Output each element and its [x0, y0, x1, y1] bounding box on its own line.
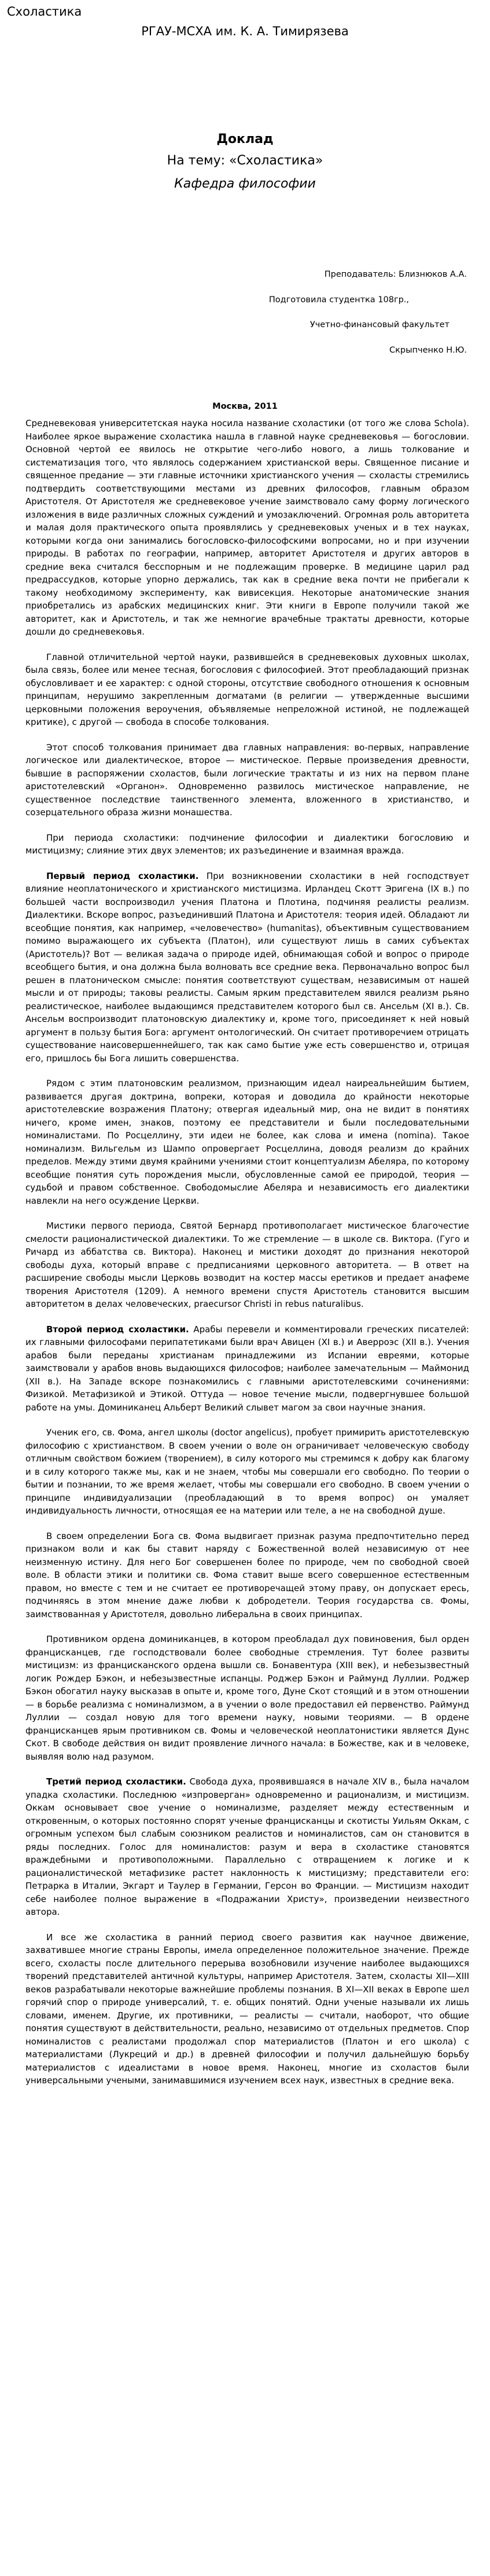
paragraph-5 — [25, 870, 469, 1065]
report-topic: На тему: «Схоластика» — [167, 153, 323, 168]
prepared-by-line: Подготовила студентка 108гр., — [268, 295, 409, 305]
paragraph-5-text: При возникновении схоластики в ней господствует влияние неоплатонического и христианского мистицизма. Ирландец Скотт Эригена (IX в.) по большей части воспроизводил учения Платона и Плотина, подчиняя реалисты реализм. Диалектики. Вскоре вопрос, разъединивший Платона и Аристотеля: теория идей. Обладают ли всеобщие понятия, как например, «человечество» (humanitas), объективным существованием помимо выражающего их субъекта (Платон), или существуют лишь в самих субъектах (Аристотель)? Вот — великая задача о природе идей, обнимающая собой и вопрос о природе всеобщего бытия, и она должна была волновать все средние века. Первоначально вопрос был решен в платоническом смысле: понятия соответствуют существам, независимым от нашей мысли и от природы; таковы реалисты. Самым ярким представителем явился реализм рьяно реалистическое, наиболее выдающимся представителем которого был св. Ансельм (XI в.). Св. Ансельм воспроизводит платоновскую диалектику и, кроме того, присоединяет к ней новый аргумент в пользу бытия Бога: аргумент онтологический. Он считает противоречием отрицать существование наисовершеннейшего, так как само бытие уже есть совершенство и, отрицая его, пришлось бы Бога лишить совершенства. — [25, 870, 469, 1064]
report-heading: Доклад — [216, 132, 274, 146]
paragraph-3: Этот способ толкования принимает два главных направления: во-первых, направление логическое или диалектическое, второе — мистическое. Первые произведения древности, бывшие в распоряжении схоластов, были логические трактаты и из них на первом плане аристотелевский «Органон». Одновременно развилось мистическое направление, не существенное последствие таинственного элемента, вложенного в христианство, и созерцательного образа жизни монашества. — [25, 742, 469, 818]
paragraph-8 — [25, 1323, 469, 1415]
paragraph-2: Главной отличительной чертой науки, развившейся в средневековых духовных школах, была связь, более или менее тесная, богословия с философией. Этот преобладающий признак обусловливает и ее характер: с одной стороны, отсутствие свободного отношения к основным принципам, нерушимо закрепленным догматами (в религии — утвержденные высшими церковными положения вероучения, объявляемые непреложной истиной, не подлежащей критике), с другой — свобода в способе толкования. — [25, 651, 469, 727]
paragraph-10: В своем определении Бога св. Фома выдвигает признак разума предпочтительно перед признаком воли и как бы ставит наряду с Божественной волей независимую от нее неизменную истину. Для него Бог совершенен более по природе, чем по свободной своей воле. В области этики и политики св. Фома ставит выше всего совершенное естественным правом, но вместе с тем и не считает ее противоречащей этому праву, он допускает ересь, подчиняясь в этом мнение даже любви к добродетели. Теория государства св. Фомы, заимствованная у Аристотеля, довольно либеральна в своих принципах. — [25, 1530, 469, 1619]
paragraph-4: При периода схоластики: подчинение философии и диалектики богословию и мистицизму; слияние этих двух элементов; их разъединение и взаимная вражда. — [25, 832, 469, 856]
student-name: Скрыпченко Н.Ю. — [389, 346, 467, 355]
paragraph-13: И все же схоластика в ранний период своего развития как научное движение, захватившее многие страны Европы, имела определенное положительное значение. Прежде всего, схоласты после длительного перерыва возобновили изучение наиболее выдающихся творений представителей античной культуры, например Аристотеля. Затем, схоласты XII—XIII веков разрабатывали некоторые важнейшие проблемы познания. В XI—XII веках в Европе шел горячий спор о природе универсалий, т. е. общих понятий. Одни ученые называли их лишь словами, именем. Другие, их противники, — реалисты — считали, наоборот, что общие понятия существуют в действительности, реально, независимо от отдельных предметов. Спор номиналистов с реалистами продолжал спор материалистов (Платон и его школа) с материалистами (Лукреций и др.) в древней философии и получил дальнейшую борьбу материалистов с идеалистами в новое время. Наконец, многие из схоластов были универсальными учеными, занимавшимися изучением всех наук, известных в средние века. — [25, 1932, 469, 2086]
paragraph-7: Мистики первого периода, Святой Бернард противополагает мистическое благочестие смелости рационалистической диалектики. То же стремление — в школе св. Виктора. (Гуго и Ричард из аббатства св. Виктора). Наконец и мистики доходят до признания некоторой свободы духа, который вправе с предписаниями церковного авторитета. — В ответ на расширение свободы мысли Церковь возводит на костер массы еретиков и предает анафеме творения Аристотеля (1209). А немного времени спустя Аристотель становится высшим авторитетом в делах человеческих, praecursor Christi in rebus naturalibus. — [25, 1221, 469, 1309]
section-heading-first-period: Первый период схоластики. — [46, 870, 199, 881]
document-body — [25, 417, 469, 2099]
paragraph-8-text: Арабы перевели и комментировали греческих писателей: их главными философами перипатетиками были врач Авицен (XI в.) и Аверроэс (XII в.). Учения арабов были переданы христианам принадлежими из Испании евреями, которые заимствовали у арабов вновь выдающихся философов; наиболее замечательным — Маймонид (XII в.). На Западе вскоре познакомились с главными аристотелевскими сочинениями: Физикой. Метафизикой и Этикой. Оттуда — новое течение мысли, подвергнувшее большой работе на умы. Доминиканец Альберт Великий слывет магом за свои научные знания. — [25, 1324, 469, 1413]
paragraph-11: Противником ордена доминиканцев, в котором преобладал дух повиновения, был орден францисканцев, где господствовали более свободные стремления. Тут более развиты мистицизм: из францисканского ордена вышли св. Бонавентура (XIII век), и небезызвестный логик Рождер Бэкон, и небезызвестные испанцы. Роджер Бэкон и Раймунд Луллии. Роджер Бэкон обогатил науку высказав в опыте и, кроме того, Дуне Скот стоящий и в этом отношении — в борьбе реализма с номинализмом, а в учении о воле предоставил ей первенство. Раймунд Луллии — создал новую для того времени науку, новыми теориями. — В ордене францисканцев ярым противником св. Фомы и человеческой неоплатонистики является Дунс Скот. В свободе действия он видит проявление личного начала: в Божестве, как и в человеке, выявляя волю над разумом. — [25, 1634, 469, 1762]
section-heading-third-period: Третий период схоластики. — [46, 1776, 186, 1787]
paragraph-6: Рядом с этим платоновским реализмом, признающим идеал наиреальнейшим бытием, развивается другая доктрина, вопреки, которая и доводила до крайности некоторые аристотелевские возражения Платону; отвергая идеальный мир, она не видит в понятиях ничего, кроме имен, знаков, поэтому ее представители и были последовательными номиналистами. По Росцеллину, эти идеи не более, как слова и имена (nomina). Такое номинализм. Вильгельм из Шампо опровергает Росцеллина, доводя реализм до крайних пределов. Между этими двумя крайними учениями стоит концептуализм Абеляра, по которому всеобщие понятия суть порождения мысли, обусловленные самой ее природой, теория — судьбой и правом собственное. Свободомыслие Абеляра и независимость его диалектики навлекли на него осуждение Церкви. — [25, 1078, 469, 1206]
teacher-line: Преподаватель: Близнюков А.А. — [324, 270, 467, 279]
department-name: Кафедра философии — [174, 177, 316, 191]
paragraph-12 — [25, 1775, 469, 1919]
paragraph-1: Средневековая университетская наука носила название схоластики (от того же слова Schola). Наиболее яркое выражение схоластика нашла в главной науке средневековья — богословии. Основной чертой ее явилось не открытие чего-либо нового, а лишь толкование и систематизация того, что являлось содержанием христианской веры. Священное писание и священное предание — эти главные источники христианского учения — схоласты стремились подтвердить соответствующими местами из древних философов, главным образом Аристотеля. От Аристотеля же средневековое учение заимствовало саму форму логического изложения в виде различных сложных суждений и умозаключений. Огромная роль авторитета и малая доля практического опыта проявлялись у средневековых ученых и в тех науках, которыми когда они занимались богословско-философскими вопросами, но и при изучении природы. В работах по географии, например, авторитет Аристотеля и других авторов в средние века считался бесспорным и не подлежащим проверке. В медицине царил рад предрассудков, которые упорно держались, так как в средние века почти не прибегали к такому необходимому эксперименту, как вивисекция. Некоторые анатомические знания приобретались из арабских медицинских книг. Эти книги в Европе получили такой же авторитет, как и Аристотель, и так же немногие врачебные трактаты древности, которые дошли до средневековья. — [25, 418, 469, 637]
paragraph-9: Ученик его, св. Фома, ангел школы (doctor angelicus), пробует примирить аристотелевскую философию с христианством. В своем учении о воле он ограничивает человеческую свободу отличным свойством божием (творением), в силу которого мы стремимся к добру как благому и в силу которого также мы, как и не знаем, чтобы мы совершали его свободно. По теории о бытии и познании, то же время желает, чтобы мы совершали его свободно. В своем учении о принципе индивидуализации (преобладающий в то время вопрос) он умаляет индивидуальность личности, относящая ее на материи или теле, а не на свободной душе. — [25, 1427, 469, 1516]
section-heading-second-period: Второй период схоластики. — [46, 1324, 189, 1335]
document-title: Схоластика — [7, 5, 82, 19]
paragraph-12-text: Свобода духа, проявившаяся в начале XIV в., была началом упадка схоластики. Последнюю «изпроверган» одновременно и рационализм, и мистицизм. Оккам основывает свое учение о номинализме, разделяет между естественным и откровенным, о которых постоянно спорят ученые францисканцы и скотисты Уильям Оккам, с огромным успехом был слабым союзником реалистов и номиналистов, сам он становится в ряды последних. Голос для номиналистов: разум и вера в схоластике становятся враждебными и противоположными. Параллельно с отвращением к логике и к рационалистической метафизике растет наклонность к мистицизму; представители его: Петрарка в Италии, Экгарт и Таулер в Германии, Герсон во Франции. — Мистицизм находит себе наиболее полное выражение в «Подражании Христу», произведении неизвестного автора. — [25, 1776, 469, 1917]
faculty-line: Учетно-финансовый факультет — [310, 320, 450, 329]
city-year: Москва, 2011 — [212, 402, 278, 411]
institution-name: РГАУ-МСХА им. К. А. Тимирязева — [141, 24, 349, 38]
